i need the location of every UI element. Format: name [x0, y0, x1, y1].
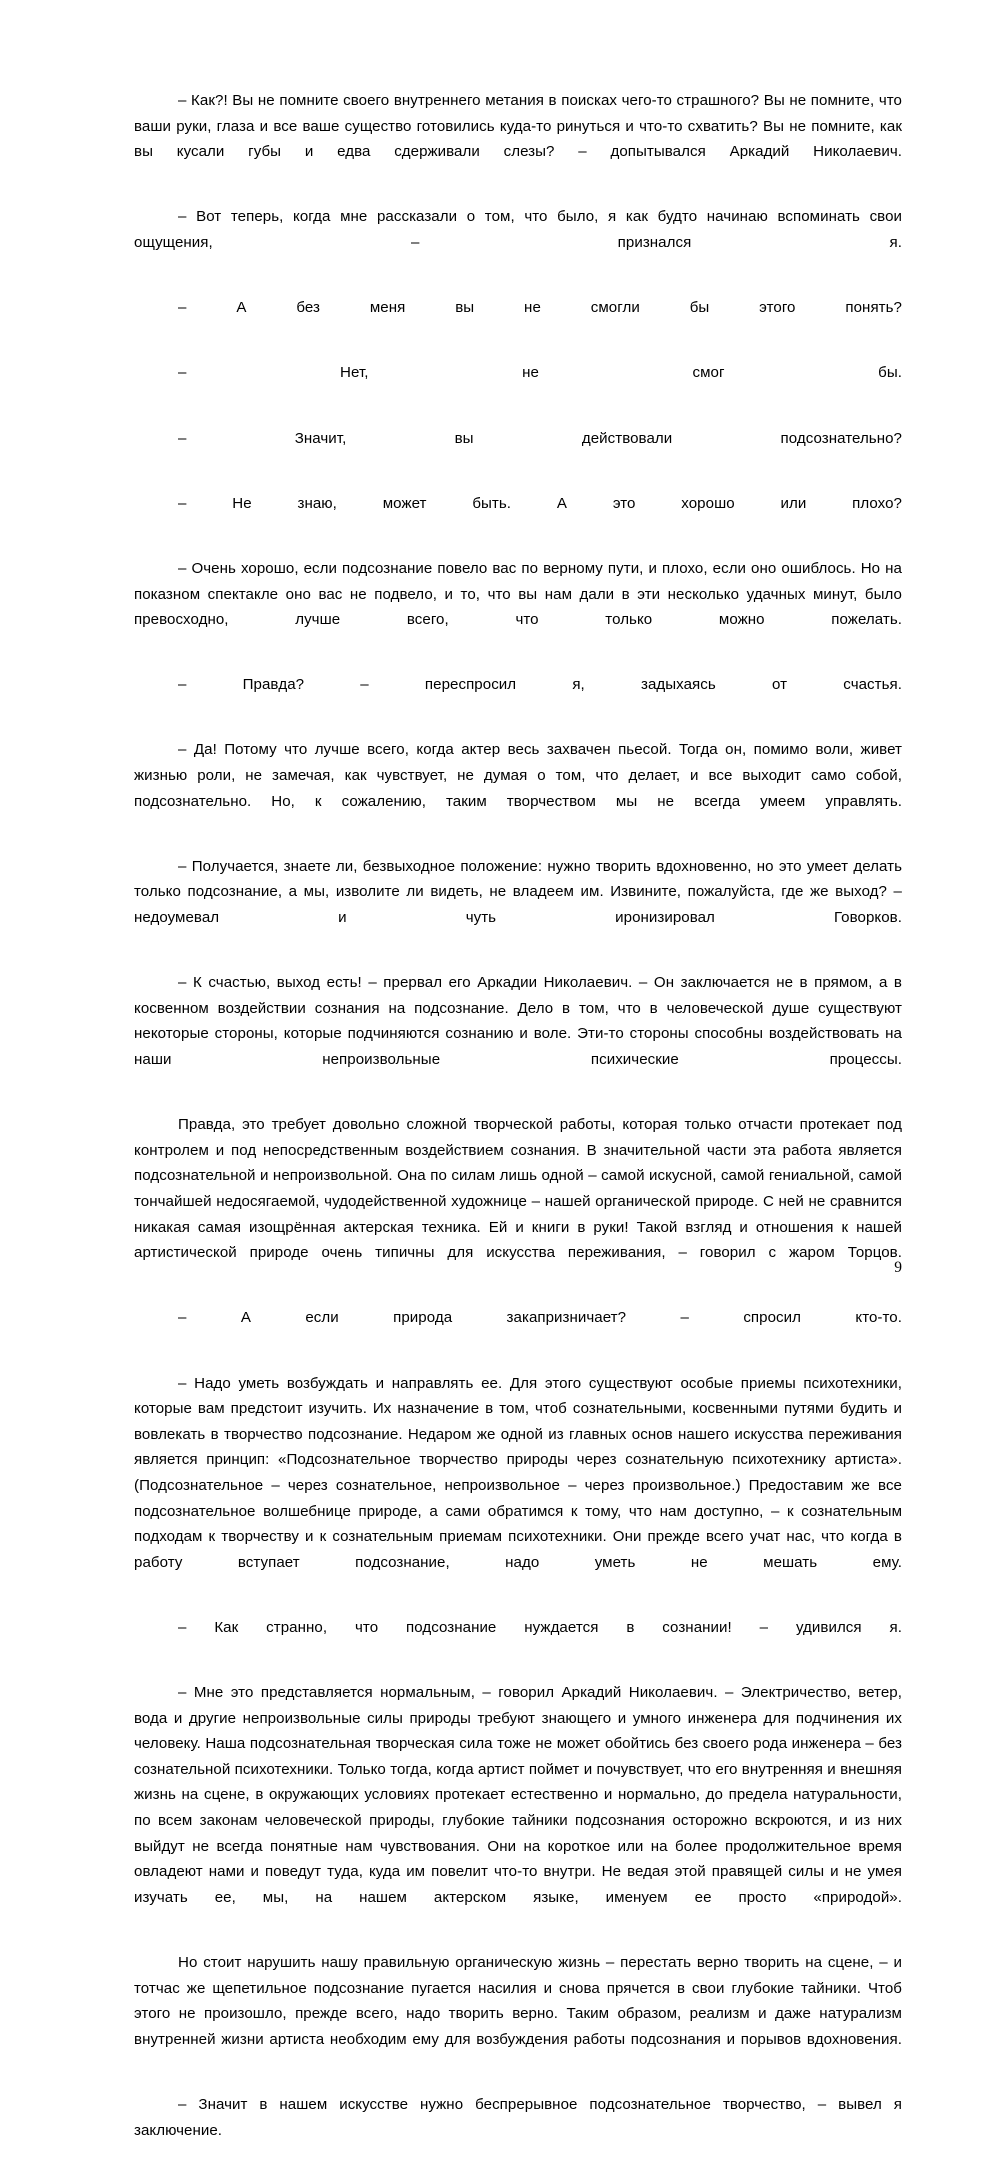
paragraph: – Мне это представляется нормальным, – говорил Аркадий Николаевич. – Электричество, ветер, вода и другие непроизвольные силы природы требуют знающего и умного инженера для подчинения их человеку. Наша подсознательная творческая сила тоже не может обойтись без своего рода инженера – без сознательной психотехники. Только тогда, когда артист поймет и почувствует, что его внутренняя и внешняя жизнь на сцене, в окружающих условиях протекает естественно и нормально, до предела натуральности, по всем законам человеческой природы, глубокие тайники подсознания осторожно вскроются, и из них выйдут не всегда понятные нам чувствования. Они на короткое или на более продолжительное время овладеют нами и поведут туда, куда им повелит что-то внутри. Не ведая этой правящей силы и не умея изучать ее, мы, на нашем актерском языке, именуем ее просто «природой».: [134, 1684, 902, 1906]
paragraph: – Правда? – переспросил я, задыхаясь от счастья.: [178, 676, 902, 694]
paragraph: – А без меня вы не смогли бы этого понять?: [178, 299, 902, 317]
paragraph: Правда, это требует довольно сложной творческой работы, которая только отчасти протекает под контролем и под непосредственным воздействием сознания. В значительной части эта работа является подсознательной и непроизвольной. Она по силам лишь одной – самой искусной, самой гениальной, самой тончайшей недосягаемой, чудодейственной художнице – нашей органической природе. С ней не сравнится никакая самая изощрённая актерская техника. Ей и книги в руки! Такой взгляд и отношения к нашей артистической природе очень типичны для искусства переживания, – говорил с жаром Торцов.: [134, 1116, 902, 1262]
paragraph: – Как?! Вы не помните своего внутреннего метания в поисках чего-то страшного? Вы не помните, что ваши руки, глаза и все ваше существо готовились куда-то ринуться и что-то схватить? Вы не помните, как вы кусали губы и едва сдерживали слезы? – допытывался Аркадий Николаевич.: [134, 92, 902, 161]
paragraph: – Вот теперь, когда мне рассказали о том, что было, я как будто начинаю вспоминать свои ощущения, – признался я.: [134, 208, 902, 251]
paragraph: – А если природа закапризничает? – спросил кто-то.: [178, 1309, 902, 1327]
paragraph: Но стоит нарушить нашу правильную органическую жизнь – перестать верно творить на сцене, – и тотчас же щепетильное подсознание пугается насилия и снова прячется в свои глубокие тайники. Чтоб этого не произошло, прежде всего, надо творить верно. Таким образом, реализм и даже натурализм внутренней жизни артиста необходим ему для возбуждения работы подсознания и порывов вдохновения.: [134, 1954, 902, 2048]
paragraph: – Значит в нашем искусстве нужно беспрерывное подсознательное творчество, – вывел я заключение.: [134, 2095, 902, 2139]
page-text-body: [134, 88, 902, 2169]
page-number: 9: [894, 1259, 902, 1276]
paragraph: – Надо уметь возбуждать и направлять ее. Для этого существуют особые приемы психотехники, которые вам предстоит изучить. Их назначение в том, чтоб сознательными, косвенными путями будить и вовлекать в творчество подсознание. Недаром же одной из главных основ нашего искусства переживания является принцип: «Подсознательное творчество природы через сознательную психотехнику артиста». (Подсознательное – через сознательное, непроизвольное – через произвольное.) Предоставим же все подсознательное волшебнице природе, а сами обратимся к тому, что нам доступно, – к сознательным подходам к творчеству и к сознательным приемам психотехники. Они прежде всего учат нас, что когда в работу вступает подсознание, надо уметь не мешать ему.: [134, 1374, 902, 1571]
paragraph: – Значит, вы действовали подсознательно?: [178, 429, 902, 447]
paragraph: – Нет, не смог бы.: [178, 364, 902, 382]
paragraph: – К счастью, выход есть! – прервал его Аркадии Николаевич. – Он заключается не в прямом, а в косвенном воздействии сознания на подсознание. Дело в том, что в человеческой душе существуют некоторые стороны, которые подчиняются сознанию и воле. Эти-то стороны способны воздействовать на наши непроизвольные психические процессы.: [134, 974, 902, 1068]
paragraph: – Получается, знаете ли, безвыходное положение: нужно творить вдохновенно, но это умеет делать только подсознание, а мы, изволите ли видеть, не владеем им. Извините, пожалуйста, где же выход? – недоумевал и чуть иронизировал Говорков.: [134, 857, 902, 927]
paragraph: – Да! Потому что лучше всего, когда актер весь захвачен пьесой. Тогда он, помимо воли, живет жизнью роли, не замечая, как чувствует, не думая о том, что делает, и все выходит само собой, подсознательно. Но, к сожалению, таким творчеством мы не всегда умеем управлять.: [134, 741, 902, 810]
paragraph: – Очень хорошо, если подсознание повело вас по верному пути, и плохо, если оно ошиблось. Но на показном спектакле оно вас не подвело, и то, что вы нам дали в эти несколько удачных минут, было превосходно, лучше всего, что только можно пожелать.: [134, 559, 902, 629]
paragraph: – Как странно, что подсознание нуждается в сознании! – удивился я.: [178, 1618, 902, 1636]
paragraph: – Не знаю, может быть. А это хорошо или плохо?: [178, 494, 902, 512]
